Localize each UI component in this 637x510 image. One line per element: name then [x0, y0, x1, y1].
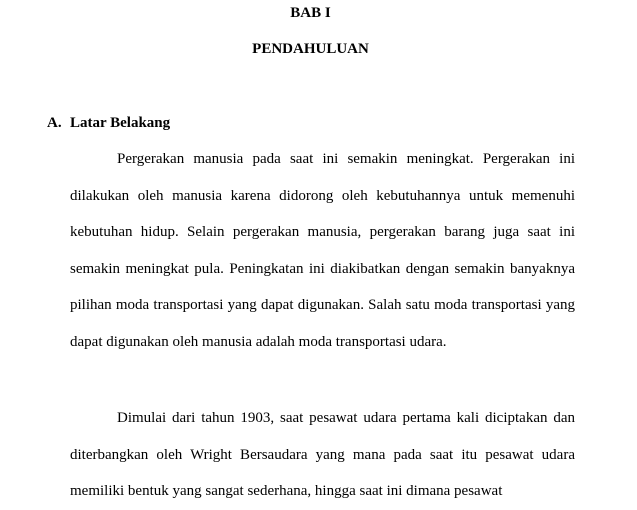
- chapter-title: PENDAHULUAN: [252, 41, 369, 57]
- section-heading: [47, 114, 170, 132]
- chapter-number: BAB I: [290, 5, 331, 21]
- section-letter: A.: [47, 115, 62, 131]
- section-title: Latar Belakang: [70, 115, 171, 131]
- body-paragraph: Dimulai dari tahun 1903, saat pesawat udara pertama kali diciptakan dan diterbangkan oleh Wright Bersaudara yang mana pada saat itu pesawat udara memiliki bentuk yang sangat sederhana, hingga saat ini dimana pesawat: [70, 410, 575, 499]
- body-paragraph: Pergerakan manusia pada saat ini semakin meningkat. Pergerakan ini dilakukan oleh manusia karena didorong oleh kebutuhannya untuk memenuhi kebutuhan hidup. Selain pergerakan manusia, pergerakan barang juga saat ini semakin meningkat pula. Peningkatan ini diakibatkan dengan semakin banyaknya pilihan moda transportasi yang dapat digunakan. Salah satu moda transportasi yang dapat digunakan oleh manusia adalah moda transportasi udara.: [70, 151, 575, 350]
